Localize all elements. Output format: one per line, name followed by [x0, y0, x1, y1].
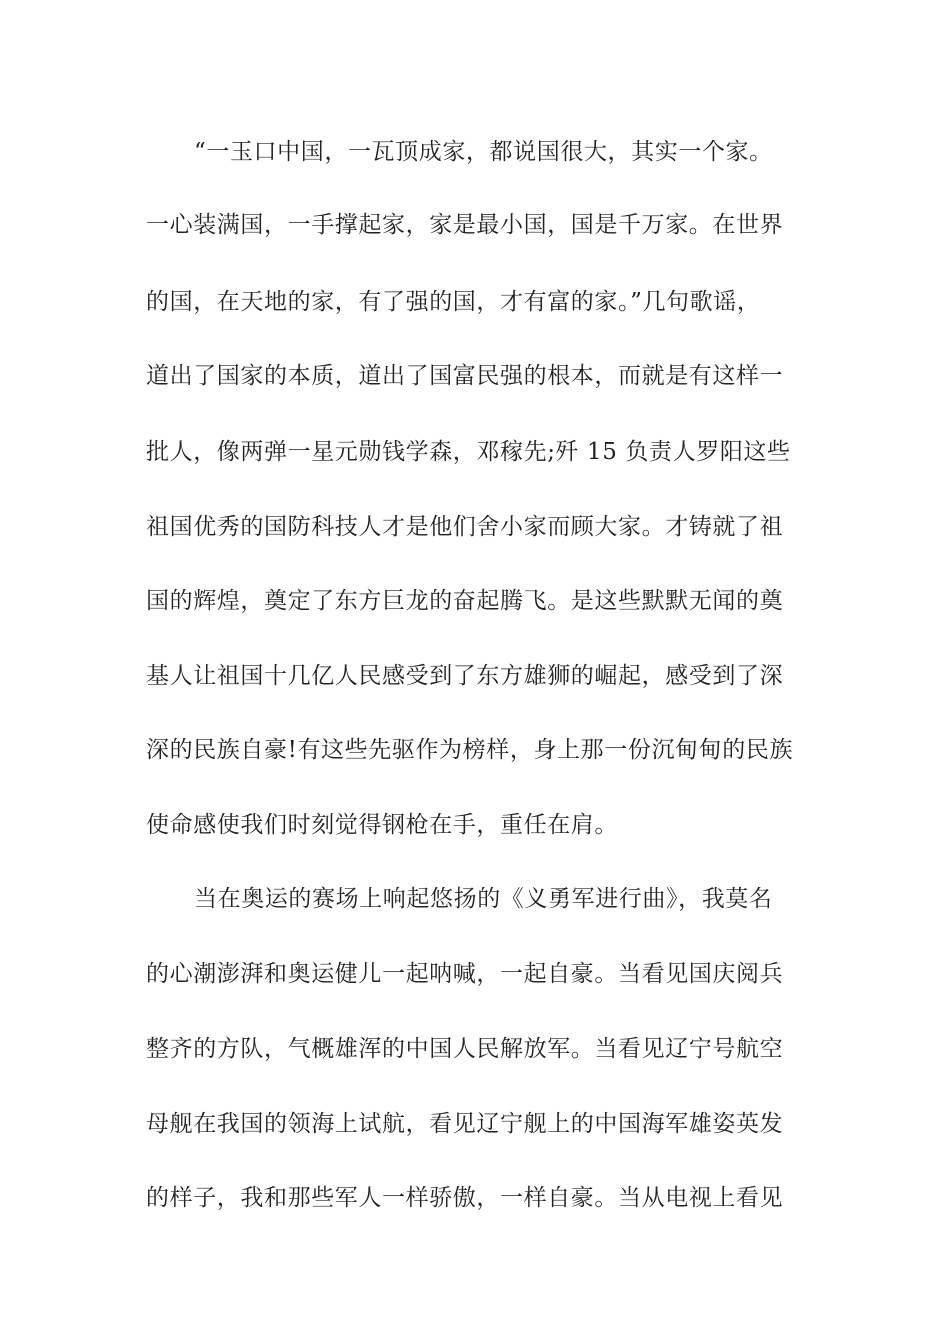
text-line: 一心装满国，一手撑起家，家是最小国，国是千万家。在世界: [146, 212, 784, 238]
text-line: “一玉口中国，一瓦顶成家，都说国很大，其实一个家。: [194, 139, 773, 165]
text-line: 批人，像两弹一星元勋钱学森，邓稼先;歼 15 负责人罗阳这些: [146, 439, 791, 465]
text-line: 的心潮澎湃和奥运健儿一起呐喊，一起自豪。当看见国庆阅兵: [146, 961, 784, 987]
text-line: 母舰在我国的领海上试航，看见辽宁舰上的中国海军雄姿英发: [146, 1111, 784, 1137]
text-line: 基人让祖国十几亿人民感受到了东方雄狮的崛起，感受到了深: [146, 663, 784, 689]
text-line: 的国，在天地的家，有了强的国，才有富的家。”几句歌谣，: [146, 289, 761, 315]
text-line: 国的辉煌，奠定了东方巨龙的奋起腾飞。是这些默默无闻的奠: [146, 588, 784, 614]
text-line: 道出了国家的本质，道出了国富民强的根本，而就是有这样一: [146, 363, 784, 389]
text-line: 整齐的方队，气概雄浑的中国人民解放军。当看见辽宁号航空: [146, 1036, 784, 1062]
text-line: 祖国优秀的国防科技人才是他们舍小家而顾大家。才铸就了祖: [146, 514, 784, 540]
text-line: 深的民族自豪!有这些先驱作为榜样，身上那一份沉甸甸的民族: [146, 737, 794, 763]
text-line: 的样子，我和那些军人一样骄傲，一样自豪。当从电视上看见: [146, 1185, 784, 1211]
text-line: 使命感使我们时刻觉得钢枪在手，重任在肩。: [146, 812, 618, 838]
text-line: 当在奥运的赛场上响起悠扬的《义勇军进行曲》，我莫名: [194, 886, 773, 912]
